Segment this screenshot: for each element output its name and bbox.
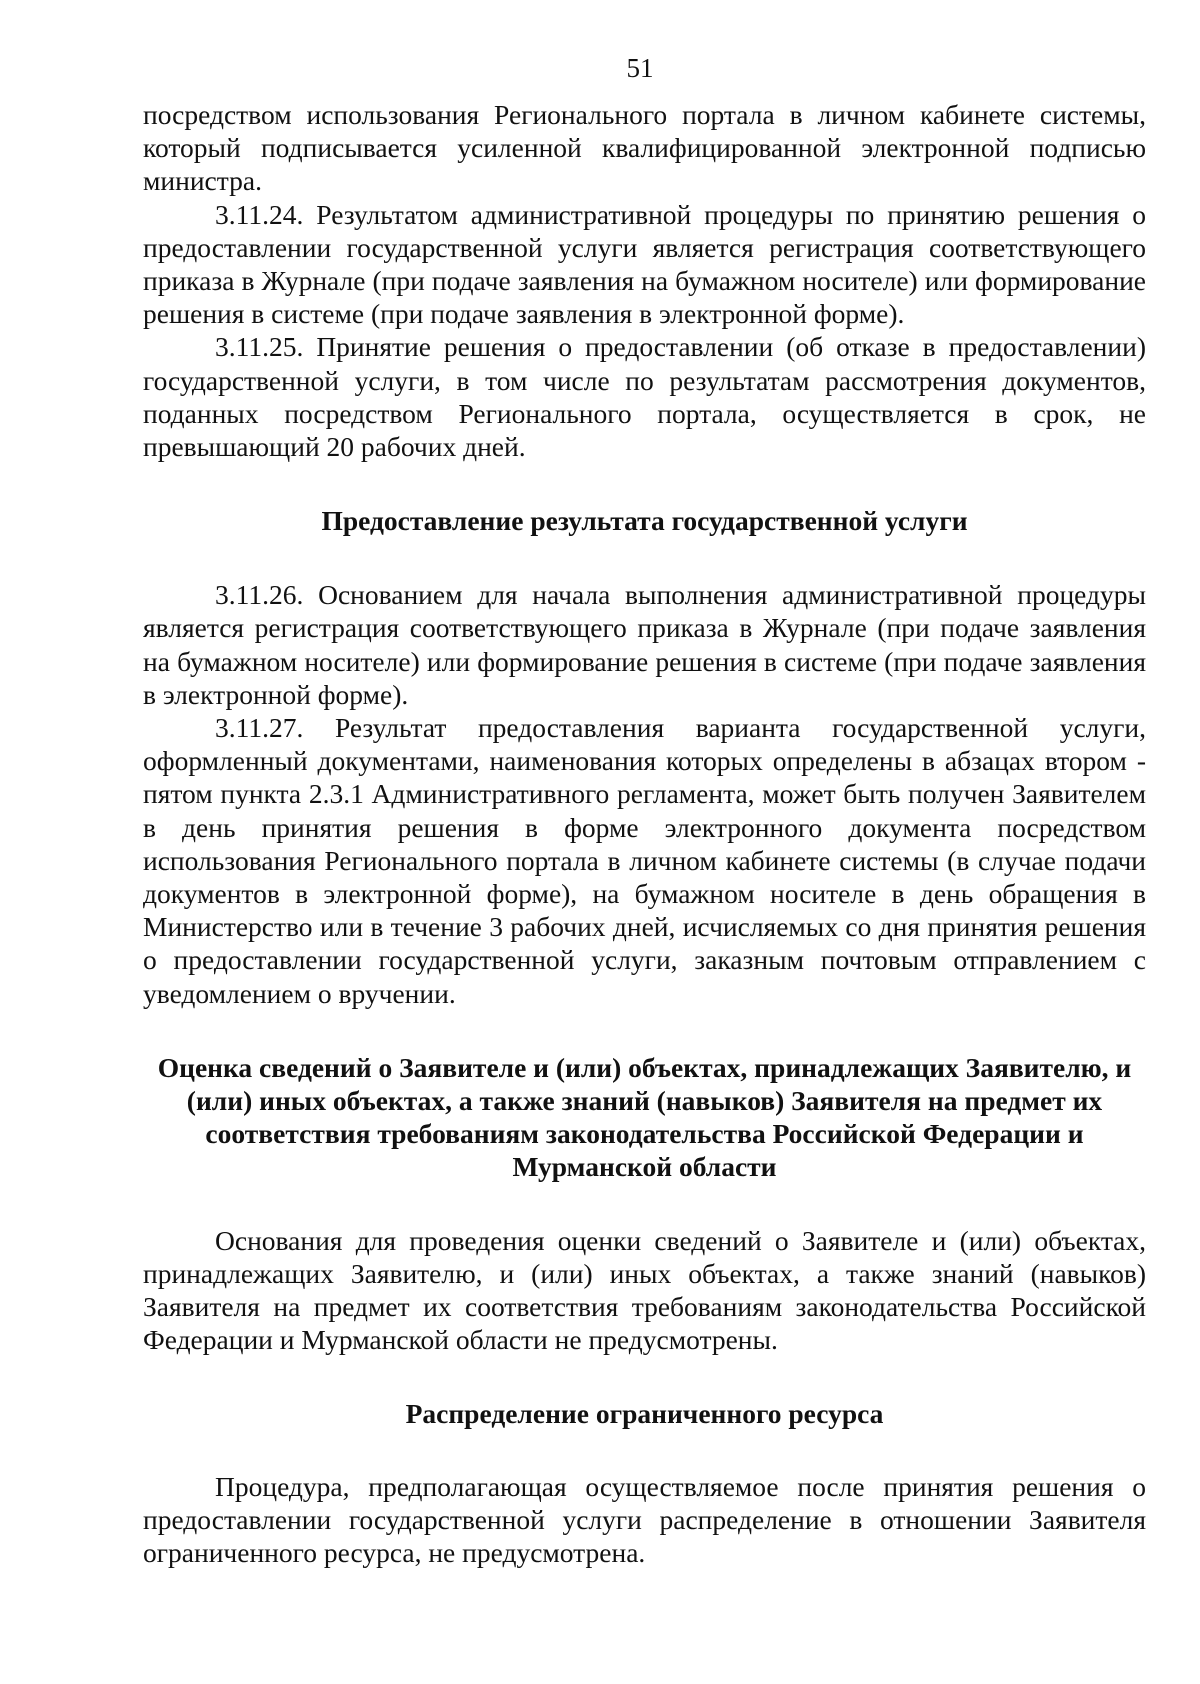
- paragraph-assessment-grounds: Основания для проведения оценки сведений о Заявителе и (или) объектах, принадлежащих Заявителю, и (или) иных объектах, а также знаний (навыков) Заявителя на предмет их соответствия требованиям законодательства Российской Федерации и Мурманской области не предусмотрены.: [143, 1224, 1146, 1356]
- paragraph-3-11-25: 3.11.25. Принятие решения о предоставлении (об отказе в предоставлении) государственной услуги, в том числе по результатам рассмотрения документов, поданных посредством Регионального портала, осуществляется в срок, не превышающий 20 рабочих дней.: [143, 331, 1146, 463]
- page-number: 51: [626, 53, 654, 83]
- paragraph-3-11-26: 3.11.26. Основанием для начала выполнения административной процедуры является регистрация соответствующего приказа в Журнале (при подаче заявления на бумажном носителе) или формирование решения в системе (при подаче заявления в электронной форме).: [143, 579, 1146, 710]
- section-heading-assessment: Оценка сведений о Заявителе и (или) объектах, принадлежащих Заявителю, и (или) иных объектах, а также знаний (навыков) Заявителя на предмет их соответствия требованиям законодательства Российской Федерации и Мурманской области: [157, 1051, 1132, 1182]
- section-heading-result: Предоставление результата государственной услуги: [321, 505, 968, 537]
- paragraph-resource-procedure: Процедура, предполагающая осуществляемое после принятия решения о предоставлении государственной услуги распределение в отношении Заявителя ограниченного ресурса, не предусмотрена.: [143, 1470, 1146, 1569]
- page-content: [143, 98, 1146, 1569]
- paragraph-3-11-27: 3.11.27. Результат предоставления варианта государственной услуги, оформленный документами, наименования которых определены в абзацах втором - пятом пункта 2.3.1 Административного регламента, может быть получен Заявителем в день принятия решения в форме электронного документа посредством использования Регионального портала в личном кабинете системы (в случае подачи документов в электронной форме), на бумажном носителе в день обращения в Министерство или в течение 3 рабочих дней, исчисляемых со дня принятия решения о предоставлении государственной услуги, заказным почтовым отправлением с уведомлением о вручении.: [143, 712, 1146, 1009]
- paragraph-3-11-24: 3.11.24. Результатом административной процедуры по принятию решения о предоставлении государственной услуги является регистрация соответствующего приказа в Журнале (при подаче заявления на бумажном носителе) или формирование решения в системе (при подаче заявления в электронной форме).: [143, 198, 1146, 330]
- section-heading-resource: Распределение ограниченного ресурса: [405, 1397, 884, 1429]
- paragraph-continuation: посредством использования Регионального портала в личном кабинете системы, который подписывается усиленной квалифицированной электронной подписью министра.: [143, 99, 1146, 197]
